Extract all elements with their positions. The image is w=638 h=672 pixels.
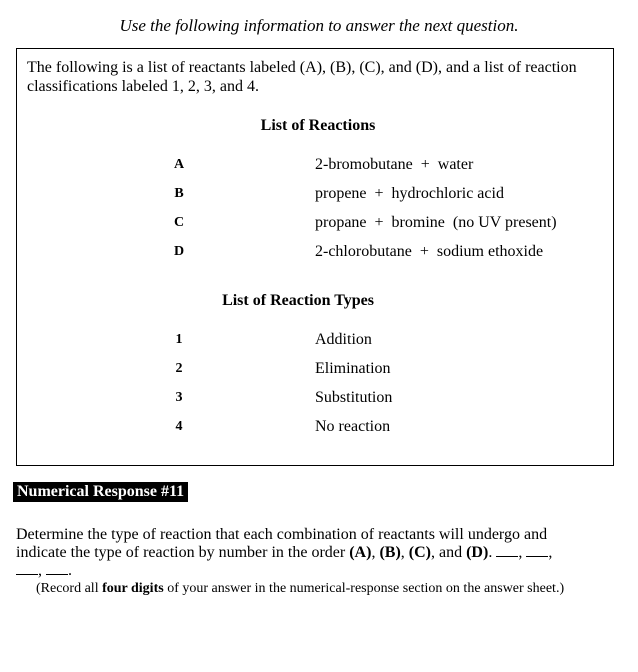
reaction-text: propene + hydrochloric acid [315,185,504,202]
reactions-heading: List of Reactions [260,117,376,134]
reaction-row-b [17,184,615,204]
order-d: (D) [466,544,489,561]
reaction-key: D [173,244,185,259]
type-text: Addition [315,331,372,348]
reaction-text: propane + bromine (no UV present) [315,214,557,231]
question-end: . [488,544,497,561]
order-c: (C) [408,544,431,561]
type-row-2 [17,359,615,379]
reaction-types-heading: List of Reaction Types [222,292,374,309]
reaction-row-c [17,213,615,233]
type-row-4 [17,417,615,437]
reaction-text: 2-bromobutane + water [315,156,474,173]
reaction-key: C [173,215,185,230]
type-text: No reaction [315,418,391,435]
order-b: (B) [379,544,401,561]
record-suffix: of your answer in the numerical-response section on the answer sheet.) [163,581,565,596]
separator: , [371,544,380,561]
question-text: Determine the type of reaction that each combination of reactants will undergo and indicate the type of reaction by number in the order (A), (B), (C), and (D). , , , . [16,526,553,579]
separator: , and [430,544,467,561]
type-key: 3 [175,390,183,405]
instruction-text: Use the following information to answer the next question. [119,16,519,35]
type-row-3 [17,388,615,408]
type-text: Substitution [315,389,393,406]
answer-blank-4[interactable] [46,562,68,575]
numerical-response-label: Numerical Response #11 [13,482,188,502]
answer-blank-3[interactable] [16,562,38,575]
type-key: 4 [175,419,183,434]
reaction-key: A [173,157,185,172]
intro-text: The following is a list of reactants labeled (A), (B), (C), and (D), and a list of reaction classifications labeled 1, 2, 3, and 4. [27,59,577,95]
type-text: Elimination [315,360,391,377]
order-a: (A) [349,544,372,561]
record-instruction [36,580,564,597]
type-key: 1 [175,332,183,347]
separator: , [400,544,409,561]
reaction-text: 2-chlorobutane + sodium ethoxide [315,243,544,260]
type-row-1 [17,330,615,350]
question-part1: Determine the type of reaction that each combination of reactants will undergo and indicate the type of reaction by number in the order [16,526,548,561]
reaction-row-d [17,242,615,262]
information-box [16,48,614,466]
answer-blank-1[interactable] [496,544,518,557]
record-prefix: (Record all [36,581,103,596]
answer-blank-2[interactable] [526,544,548,557]
reaction-key: B [174,186,184,201]
reaction-row-a [17,155,615,175]
type-key: 2 [175,361,183,376]
record-bold: four digits [102,581,164,596]
